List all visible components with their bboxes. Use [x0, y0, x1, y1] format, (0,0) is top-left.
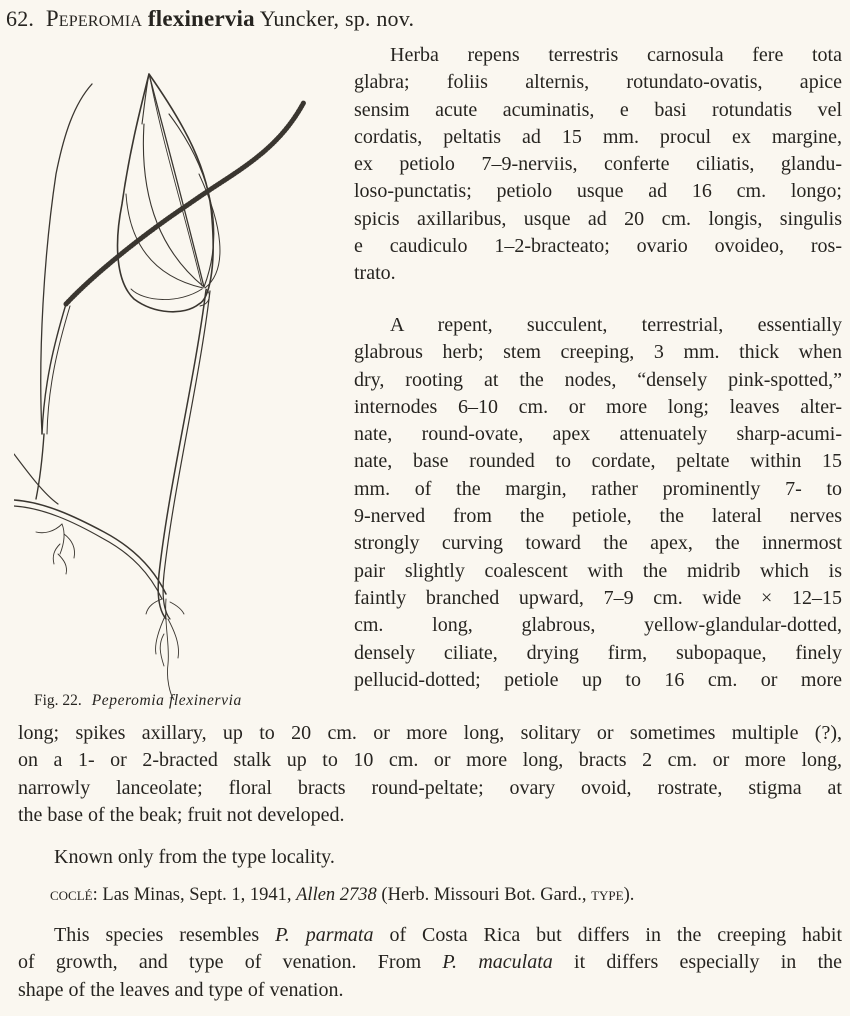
- figure-caption: [34, 692, 242, 710]
- specimen-details: Las Minas, Sept. 1, 1941,: [102, 885, 292, 905]
- latin-line: ex petiolo 7–9-nerviis, conferte ciliatis, glandu-: [354, 153, 842, 176]
- english-line: pair slightly coalescent with the midrib which is: [354, 559, 842, 582]
- leaf-midrib: [149, 74, 204, 287]
- latin-line: trato.: [354, 262, 396, 285]
- english-line: nate, base rounded to cordate, peltate within 15: [354, 450, 842, 473]
- english-line: cm. long, glabrous, yellow-glandular-dotted,: [354, 614, 842, 637]
- caption-species-name: Peperomia flexinervia: [91, 692, 242, 709]
- english-line: strongly curving toward the apex, the innermost: [354, 532, 842, 555]
- specimen-province: coclé:: [50, 885, 98, 905]
- diff-line: [18, 922, 842, 949]
- plant-illustration: [14, 54, 334, 700]
- species-authority: Yuncker, sp. nov.: [259, 6, 415, 31]
- diff-text: of growth, and type of venation. From: [18, 951, 422, 974]
- species-number: 62.: [6, 6, 35, 31]
- english-line: dry, rooting at the nodes, “densely pink-spotted,”: [354, 368, 842, 391]
- leaf-drawing: [14, 54, 334, 700]
- english-cont-line: the base of the beak; fruit not developed.: [18, 803, 345, 826]
- creeping-stem: [14, 500, 166, 594]
- diff-line: shape of the leaves and type of venation.: [18, 978, 344, 1001]
- genus-name: Peperomia: [45, 6, 143, 31]
- english-line: pellucid-dotted; petiole up to 16 cm. or more: [354, 668, 842, 691]
- latin-line: glabra; foliis alternis, rotundato-ovatis, apice: [354, 71, 842, 94]
- specimen-type: type: [591, 885, 624, 905]
- specimen-closing: ).: [623, 885, 635, 905]
- latin-line: loso-punctatis; petiolo usque ad 16 cm. longo;: [354, 180, 842, 203]
- english-description-continued: [18, 720, 842, 829]
- species-heading: [6, 6, 414, 32]
- caption-figure-number: Fig. 22.: [34, 692, 82, 709]
- english-line: nate, round-ovate, apex attenuately sharp-acumi-: [354, 423, 842, 446]
- leaf-outline: [118, 74, 214, 312]
- diff-line: [18, 949, 842, 976]
- english-line: faintly branched upward, 7–9 cm. wide × 12–15: [354, 586, 842, 609]
- latin-line: cordatis, peltatis ad 15 mm. procul ex margine,: [354, 125, 842, 148]
- specimen-collector: Allen 2738: [296, 885, 377, 905]
- latin-line: e caudiculo 1–2-bracteato; ovario ovoideo, ros-: [354, 235, 842, 258]
- english-description: [354, 312, 842, 694]
- english-cont-line: on a 1- or 2-bracted stalk up to 10 cm. or more long, bracts 2 cm. or more long,: [18, 749, 842, 772]
- english-cont-line: narrowly lanceolate; floral bracts round-peltate; ovary ovoid, rostrate, stigma at: [18, 776, 842, 799]
- distribution-note: Known only from the type locality.: [54, 846, 335, 868]
- diff-text: This species resembles: [54, 924, 260, 946]
- english-line: 9-nerved from the petiole, the lateral nerves: [354, 505, 842, 528]
- latin-line: spicis axillaribus, usque ad 20 cm. longis, singulis: [354, 207, 842, 230]
- diff-text: of Costa Rica but differs in the creeping habit: [389, 924, 843, 946]
- diff-text: it differs especially in the: [574, 951, 843, 974]
- petiole: [158, 290, 206, 619]
- compared-species: P. parmata: [275, 924, 374, 946]
- specimen-citation: [50, 885, 634, 906]
- latin-description: [354, 42, 842, 288]
- latin-line: sensim acute acuminatis, e basi rotundatis vel: [354, 98, 842, 121]
- specimen-herbarium: (Herb. Missouri Bot. Gard.,: [381, 885, 587, 905]
- english-cont-line: long; spikes axillary, up to 20 cm. or more long, solitary or sometimes multiple (?),: [18, 722, 842, 744]
- latin-line: Herba repens terrestris carnosula fere tota: [390, 44, 842, 66]
- compared-species: P. maculata: [442, 951, 553, 974]
- english-line: mm. of the margin, rather prominently 7- to: [354, 477, 842, 500]
- differential-diagnosis: [18, 922, 842, 1004]
- english-line: glabrous herb; stem creeping, 3 mm. thick when: [354, 341, 842, 364]
- english-line: A repent, succulent, terrestrial, essentially: [390, 314, 842, 336]
- species-epithet: flexinervia: [147, 6, 255, 31]
- english-line: densely ciliate, drying firm, subopaque, finely: [354, 641, 842, 664]
- english-line: internodes 6–10 cm. or more long; leaves alter-: [354, 395, 842, 418]
